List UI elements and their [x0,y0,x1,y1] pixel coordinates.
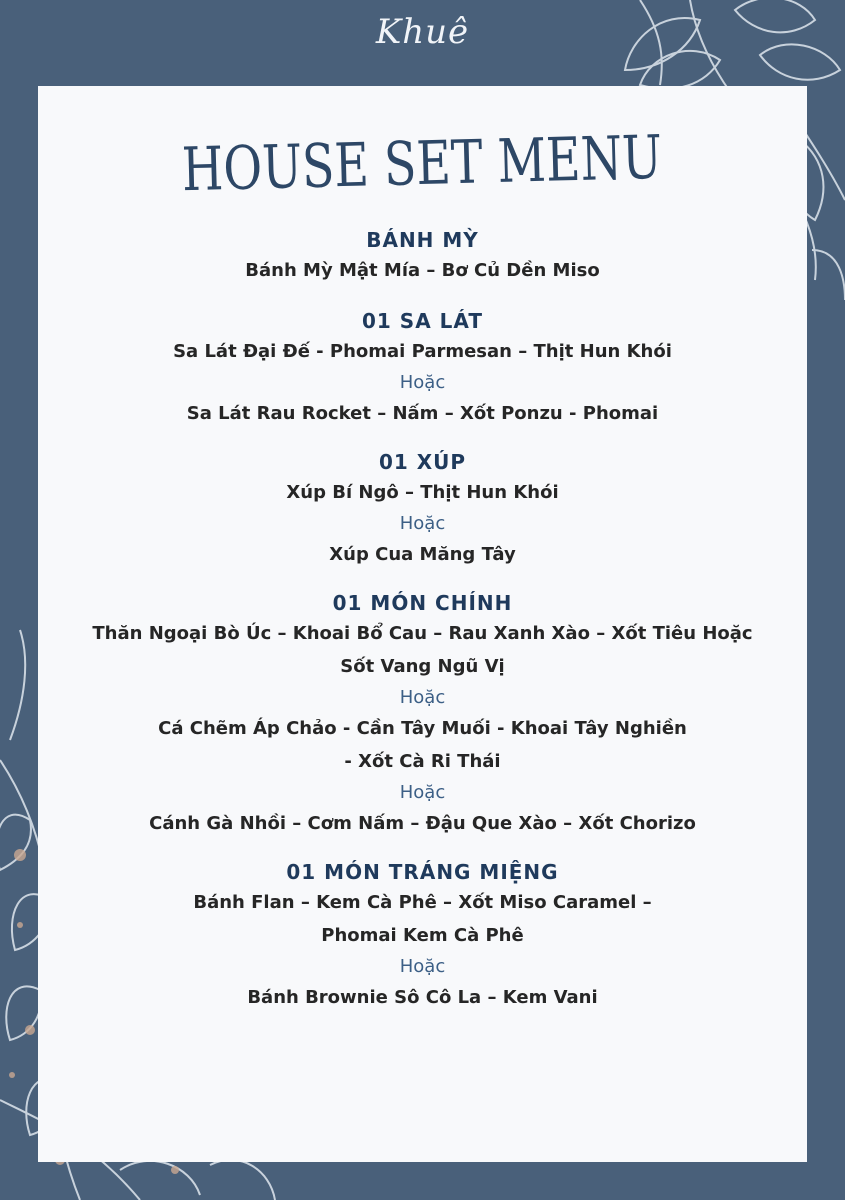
dish-item: Phomai Kem Cà Phê [321,925,524,946]
menu-section [38,858,807,1014]
dish-item: Xúp Bí Ngô – Thịt Hun Khói [286,482,559,503]
menu-section [38,226,807,287]
menu-card [38,86,807,1162]
menu-title: HOUSE SET MENU [181,119,792,206]
menu-title-wrap [38,106,807,216]
or-separator: Hoặc [399,782,446,803]
section-heading: BÁNH MỲ [366,228,479,252]
dish-item: Sa Lát Rau Rocket – Nấm – Xốt Ponzu - Phomai [186,403,659,424]
menu-list [38,226,807,1014]
menu-section [38,448,807,571]
menu-section [38,589,807,840]
dish-item: Cá Chẽm Áp Chảo - Cần Tây Muối - Khoai Tây Nghiền [158,718,687,739]
menu-title-graphic [38,106,807,216]
or-separator: Hoặc [399,513,446,534]
or-separator: Hoặc [399,372,446,393]
dish-item: Sốt Vang Ngũ Vị [340,656,505,677]
dish-item: Bánh Brownie Sô Cô La – Kem Vani [247,987,598,1008]
dish-item: Xúp Cua Măng Tây [329,544,516,565]
or-separator: Hoặc [399,687,446,708]
section-heading: 01 XÚP [378,450,467,474]
dish-item: - Xốt Cà Ri Thái [344,751,501,772]
dish-item: Thăn Ngoại Bò Úc – Khoai Bổ Cau – Rau Xanh Xào – Xốt Tiêu Hoặc [92,623,753,644]
brand-logo: Khuê [375,12,470,52]
dish-item: Sa Lát Đại Đế - Phomai Parmesan – Thịt Hun Khói [173,341,672,362]
dish-item: Bánh Mỳ Mật Mía – Bơ Củ Dền Miso [245,260,600,281]
or-separator: Hoặc [399,956,446,977]
dish-item: Bánh Flan – Kem Cà Phê – Xốt Miso Caramel – [193,892,652,913]
menu-section [38,307,807,430]
section-heading: 01 MÓN CHÍNH [332,591,513,615]
dish-item: Cánh Gà Nhồi – Cơm Nấm – Đậu Que Xào – Xốt Chorizo [149,813,696,834]
section-heading: 01 MÓN TRÁNG MIỆNG [286,860,559,884]
section-heading: 01 SA LÁT [362,309,483,333]
